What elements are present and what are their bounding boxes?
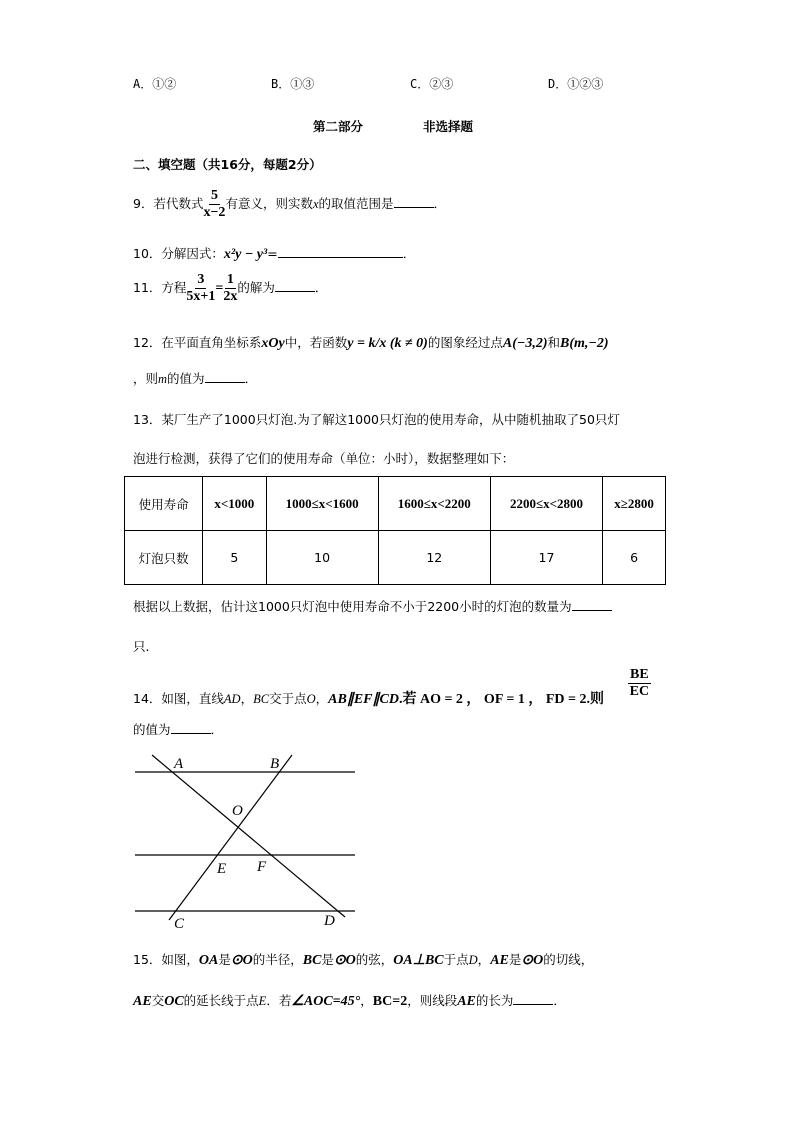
data-cell: 12 bbox=[378, 531, 490, 585]
q15-m: E bbox=[258, 994, 267, 1008]
q15-blank[interactable] bbox=[513, 992, 553, 1005]
q11-text: 11．方程 bbox=[133, 280, 187, 295]
q15-m: ⊙O bbox=[230, 953, 253, 968]
q11-end: ． bbox=[314, 280, 328, 295]
q10-text: 10．分解因式： bbox=[133, 246, 224, 261]
q15-t: 是 bbox=[321, 952, 334, 967]
label-o: O bbox=[232, 803, 243, 819]
q15-t: 是 bbox=[218, 952, 231, 967]
label-b: B bbox=[270, 756, 280, 772]
q9-end: ． bbox=[433, 196, 447, 211]
q15-m: OC bbox=[164, 994, 184, 1009]
header-cell: 2200≤x<2800 bbox=[490, 477, 602, 531]
q11-rnum: 1 bbox=[226, 272, 234, 287]
q13-line1: 13．某厂生产了1000只灯泡.为了解这1000只灯泡的使用寿命，从中随机抽取了50只灯 bbox=[133, 412, 620, 427]
q15-m: ⊙O bbox=[521, 953, 544, 968]
q12-text2: 中，若函数 bbox=[284, 335, 348, 350]
q15-m: OA bbox=[198, 953, 219, 968]
q13-text3: 根据以上数据，估计这1000只灯泡中使用寿命不小于2200小时的灯泡的数量为 bbox=[133, 599, 572, 614]
q13-line4: 只. bbox=[133, 639, 150, 654]
q12-text5: 的值为 bbox=[167, 371, 205, 386]
q11-text2: 的解为 bbox=[237, 280, 275, 295]
question-15 bbox=[133, 950, 593, 969]
question-15-line2 bbox=[133, 991, 566, 1010]
line-ad bbox=[152, 755, 345, 917]
q15-m: AE bbox=[490, 953, 509, 968]
q14-parallel: AB∥EF∥CD bbox=[328, 692, 399, 707]
q15-t: 15．如图， bbox=[133, 952, 199, 967]
q9-numerator: 5 bbox=[210, 188, 218, 203]
q14-comma: ， bbox=[240, 691, 254, 706]
q15-m: AE bbox=[133, 994, 152, 1009]
q15-t: 交 bbox=[151, 993, 165, 1008]
part-subtitle: 非选择题 bbox=[423, 119, 474, 134]
q15-t: 的半径， bbox=[252, 952, 303, 967]
q13-line2: 泡进行检测，获得了它们的使用寿命（单位：小时），数据整理如下： bbox=[133, 451, 515, 466]
q14-sep: ， bbox=[315, 691, 329, 706]
q14-bc: BC bbox=[253, 692, 270, 706]
q15-m: BC bbox=[302, 953, 322, 968]
header-cell: 1000≤x<1600 bbox=[266, 477, 378, 531]
q12-point-a: A(−3,2) bbox=[502, 336, 548, 351]
q15-m: OA⊥BC bbox=[393, 953, 444, 968]
data-cell: 5 bbox=[203, 531, 266, 585]
q15-t: 的延长线于点 bbox=[183, 993, 259, 1008]
header-cell: 使用寿命 bbox=[125, 477, 203, 531]
q14-end: ． bbox=[210, 722, 224, 737]
label-c: C bbox=[174, 916, 185, 932]
q15-t: ．若 bbox=[266, 993, 292, 1008]
q12-sys: xOy bbox=[261, 336, 285, 351]
q15-end: ． bbox=[553, 993, 566, 1008]
q12-text: 12．在平面直角坐标系 bbox=[133, 335, 262, 350]
q10-end: ． bbox=[402, 246, 416, 261]
q10-eq: = bbox=[267, 246, 278, 261]
data-cell: 17 bbox=[490, 531, 602, 585]
q9-text3: 的取值范围是 bbox=[318, 196, 394, 211]
q12-func: y = k/x (k ≠ 0) bbox=[347, 336, 428, 351]
q15-t: ， bbox=[477, 952, 491, 967]
q15-t: 的弦， bbox=[355, 952, 394, 967]
q15-t: 是 bbox=[508, 952, 522, 967]
q11-lnum: 3 bbox=[197, 272, 205, 287]
option-a: A．①② bbox=[133, 77, 177, 91]
header-cell: x<1000 bbox=[203, 477, 266, 531]
line-bc bbox=[169, 755, 292, 920]
label-d: D bbox=[324, 913, 335, 929]
q12-end: ． bbox=[244, 371, 258, 386]
q12-point-b: B(m,−2) bbox=[560, 336, 609, 351]
q12-text4: ，则 bbox=[133, 371, 159, 386]
q14-fden: EC bbox=[629, 684, 650, 699]
q15-t: 的切线， bbox=[543, 952, 594, 967]
q9-var: x bbox=[312, 197, 319, 211]
q11-rden: 2x bbox=[223, 289, 238, 304]
q11-lden: 5x+1 bbox=[186, 289, 216, 304]
data-cell: 10 bbox=[266, 531, 378, 585]
q14-ad: AD bbox=[223, 692, 241, 706]
q12-and: 和 bbox=[547, 335, 561, 350]
q9-text2: 有意义，则实数 bbox=[225, 196, 313, 211]
data-cell: 灯泡只数 bbox=[125, 531, 203, 585]
q14-text: 14．如图，直线 bbox=[133, 691, 224, 706]
header-cell: x≥2800 bbox=[603, 477, 666, 531]
q15-t: ， bbox=[360, 993, 373, 1008]
label-a: A bbox=[174, 756, 184, 772]
section-heading: 二、填空题（共16分，每题2分） bbox=[133, 157, 322, 172]
data-cell: 6 bbox=[603, 531, 666, 585]
q15-m: AE bbox=[457, 994, 476, 1009]
option-b: B．①③ bbox=[271, 77, 315, 91]
q12-var: m bbox=[158, 372, 168, 386]
q15-m: ⊙O bbox=[333, 953, 356, 968]
q10-expr: x²y − y³ bbox=[223, 247, 268, 262]
option-d: D．①②③ bbox=[548, 77, 604, 91]
label-f: F bbox=[257, 859, 267, 875]
q14-text2: 交于点 bbox=[269, 691, 307, 706]
q15-m: ∠AOC=45° bbox=[291, 994, 361, 1009]
q14-conditions: .若 AO = 2 ， OF = 1 ， FD = 2.则 bbox=[398, 692, 604, 707]
header-cell: 1600≤x<2200 bbox=[378, 477, 490, 531]
q14-text3: 的值为 bbox=[133, 722, 171, 737]
q15-t: ，则线段 bbox=[407, 993, 458, 1008]
option-c: C．②③ bbox=[410, 77, 454, 91]
label-e: E bbox=[217, 861, 227, 877]
q15-m: D bbox=[468, 953, 478, 967]
q15-m: BC=2 bbox=[372, 994, 408, 1009]
q14-fnum: BE bbox=[630, 667, 649, 682]
q15-t: 的长为 bbox=[475, 993, 514, 1008]
part-label: 第二部分 bbox=[313, 119, 364, 134]
q15-t: 于点 bbox=[443, 952, 469, 967]
q9-denominator: x−2 bbox=[203, 205, 226, 220]
q9-text: 9．若代数式 bbox=[133, 196, 204, 211]
q12-text3: 的图象经过点 bbox=[427, 335, 503, 350]
q14-o: O bbox=[306, 692, 316, 706]
q11-eq: = bbox=[215, 281, 224, 296]
